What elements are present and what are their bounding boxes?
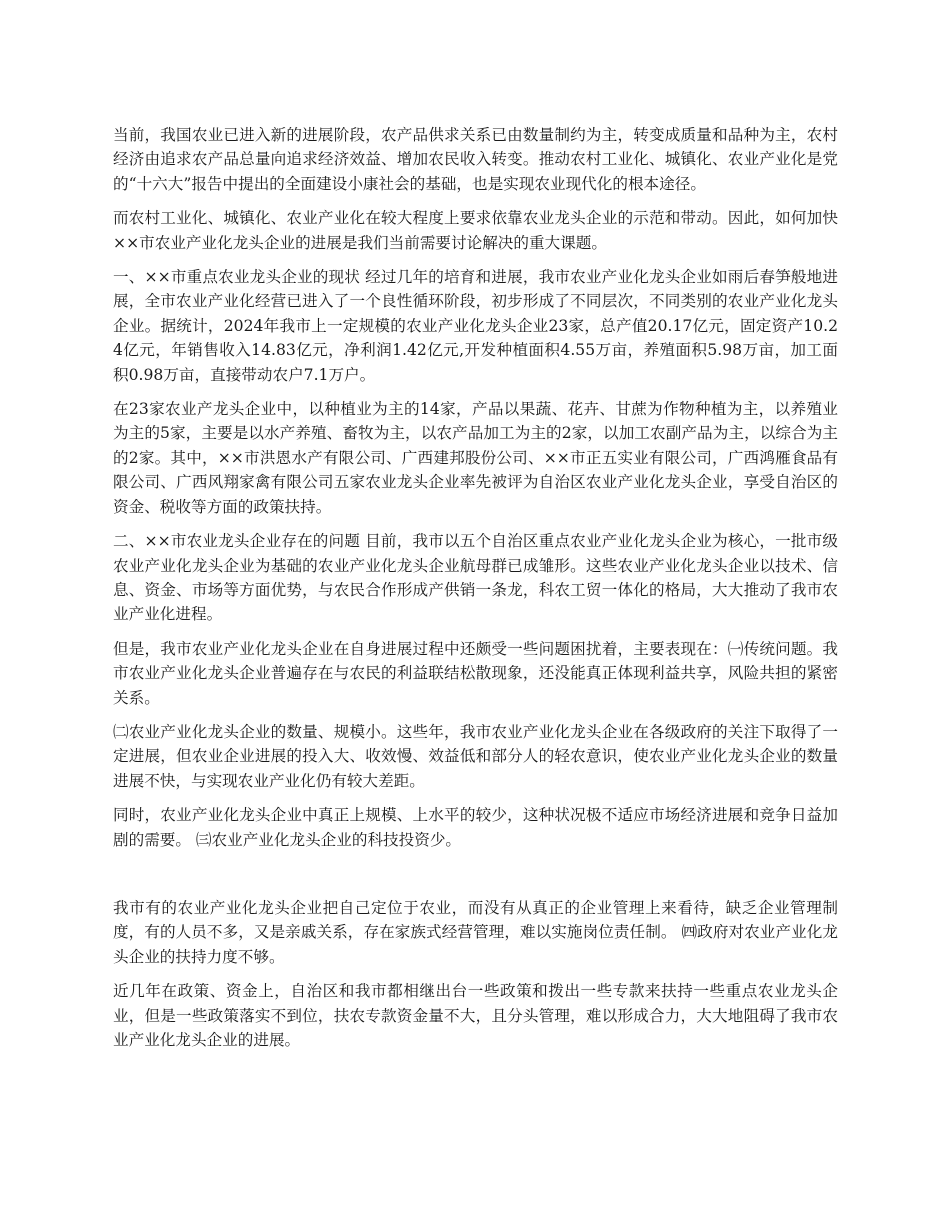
paragraph-problem-two: ㈡农业产业化龙头企业的数量、规模小。这些年，我市农业产业化龙头企业在各级政府的关注下取得了一定进展，但农业企业进展的投入大、收效慢、效益低和部分人的轻农意识，使农业产业化龙头企业的数量进展不快，与实现农业产业化仍有较大差距。	[113, 722, 838, 790]
paragraph-government-support: 近几年在政策、资金上，自治区和我市都相继出台一些政策和拨出一些专款来扶持一些重点农业龙头企业，但是一些政策落实不到位，扶农专款资金量不大，且分头管理，难以形成合力，大大地阻碍了我市农业产业化龙头企业的进展。	[113, 982, 838, 1049]
paragraph-management: 我市有的农业产业化龙头企业把自己定位于农业，而没有从真正的企业管理上来看待，缺乏企业管理制度，有的人员不多，又是亲戚关系，存在家族式经营管理，难以实施岗位责任制。 ㈣政府对农业产业化龙头企业的扶持力度不够。	[113, 898, 838, 966]
paragraph-section-two-problems: 二、××市农业龙头企业存在的问题 目前，我市以五个自治区重点农业产业化龙头企业为核心，一批市级农业产业化龙头企业为基础的农业产业化龙头企业航母群已成雏形。这些农业产业化龙头企业以技术、信息、资金、市场等方面优势，与农民合作形成产供销一条龙，科农工贸一体化的格局，大大推动了我市农业产业化进程。	[113, 532, 838, 624]
paragraph-enterprise-breakdown: 在23家农业产龙头企业中，以种植业为主的14家，产品以果蔬、花卉、甘蔗为作物种植为主，以养殖业为主的5家，主要是以水产养殖、畜牧为主，以农产品加工为主的2家，以加工农副产品为主，以综合为主的2家。其中，××市洪恩水产有限公司、广西建邦股份公司、××市正五实业有限公司，广西鸿雁食品有限公司、广西风翔家禽有限公司五家农业龙头企业率先被评为自治区农业产业化龙头企业，享受自治区的资金、税收等方面的政策扶持。	[113, 400, 838, 516]
paragraph-problem-three: 同时，农业产业化龙头企业中真正上规模、上水平的较少，这种状况极不适应市场经济进展和竞争日益加剧的需要。 ㈢农业产业化龙头企业的科技投资少。	[113, 806, 838, 849]
paragraph-intro: 当前，我国农业已进入新的进展阶段，农产品供求关系已由数量制约为主，转变成质量和品种为主，农村经济由追求农产品总量向追求经济效益、增加农民收入转变。推动农村工业化、城镇化、农业产业化是党的“十六大”报告中提出的全面建设小康社会的基础，也是实现农业现代化的根本途径。	[113, 126, 838, 193]
paragraph-section-one-status: 一、××市重点农业龙头企业的现状 经过几年的培育和进展，我市农业产业化龙头企业如雨后春笋般地进展，全市农业产业化经营已进入了一个良性循环阶段，初步形成了不同层次，不同类别的农业产业化龙头企业。据统计，2024年我市上一定规模的农业产业化龙头企业23家，总产值20.17亿元，固定资产10.24亿元，年销售收入14.83亿元，净利润1.42亿元,开发种植面积4.55万亩，养殖面积5.98万亩，加工面积0.98万亩，直接带动农户7.1万户。	[113, 268, 838, 384]
document-body	[113, 123, 838, 1062]
paragraph-dependence: 而农村工业化、城镇化、农业产业化在较大程度上要求依靠农业龙头企业的示范和带动。因此，如何加快××市农业产业化龙头企业的进展是我们当前需要讨论解决的重大课题。	[113, 209, 838, 252]
paragraph-problem-one: 但是，我市农业产业化龙头企业在自身进展过程中还颇受一些问题困扰着，主要表现在：㈠传统问题。我市农业产业化龙头企业普遍存在与农民的利益联结松散现象，还没能真正体现利益共享，风险共担的紧密关系。	[113, 639, 838, 707]
